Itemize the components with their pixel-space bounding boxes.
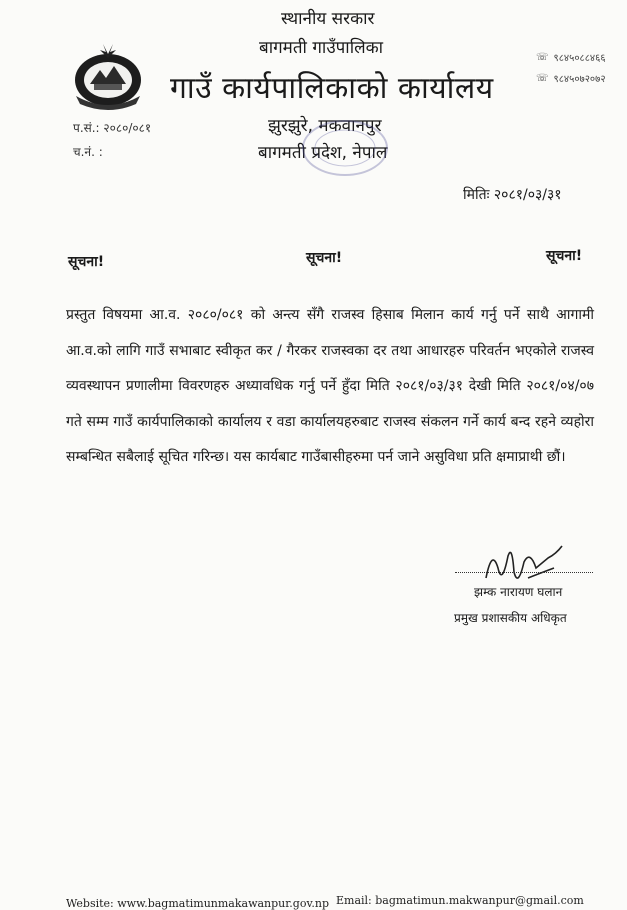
footer-email: Email: bagmatimun.makwanpur@gmail.com: [336, 894, 584, 907]
notice-heading-center: सूचना!: [306, 250, 343, 266]
office-stamp-icon: [300, 118, 390, 178]
letter-date: मितिः २०८१/०३/३१: [463, 187, 562, 203]
notice-heading-left: सूचना!: [68, 254, 105, 270]
office-province: बागमती प्रदेश, नेपाल: [258, 143, 388, 163]
header-line-local-government: स्थानीय सरकार: [281, 9, 375, 29]
phone-1: ☏ ९८४५०८८४६६: [536, 51, 606, 64]
office-location: झुरझुरे, मकवानपुर: [268, 116, 382, 136]
phone-icon: ☏: [536, 51, 549, 63]
signatory-title: प्रमुख प्रशासकीय अधिकृत: [454, 611, 567, 625]
reference-number: प.सं.: २०८०/०८१: [73, 121, 152, 135]
signature-line: [455, 572, 593, 573]
phone-2: ☏ ९८४५०७२०७२: [536, 72, 606, 85]
signatory-name: झम्क नारायण घलान: [474, 585, 563, 599]
header-line-municipality: बागमती गाउँपालिका: [259, 38, 384, 58]
nepal-emblem-icon: [70, 38, 146, 110]
dispatch-number: च.नं. :: [73, 145, 103, 159]
notice-body: प्रस्तुत विषयमा आ.व. २०८०/०८१ को अन्त्य सँगै राजस्व हिसाब मिलान कार्य गर्नु पर्ने साथै आगामी आ.व.को लागि गाउँ सभाबाट स्वीकृत कर / गैरकर राजस्वका दर तथा आधारहरु परिवर्तन भएकोले राजस्व व्यवस्थापन प्रणालीमा विवरणहरु अध्यावधिक गर्नु पर्ने हुँदा मिति २०८१/०३/३१ देखी मिति २०८१/०४/०७ गते सम्म गाउँ कार्यपालिकाको कार्यालय र वडा कार्यालयहरुबाट राजस्व संकलन गर्ने कार्य बन्द रहने व्यहोरा सम्बन्धित सबैलाई सूचित गरिन्छ। यस कार्यबाट गाउँबासीहरुमा पर्न जाने असुविधा प्रति क्षमाप्राथी छौं।: [66, 307, 594, 465]
footer-website: Website: www.bagmatimunmakawanpur.gov.np: [66, 897, 330, 910]
notice-heading-right: सूचना!: [546, 248, 583, 264]
office-title: गाउँ कार्यपालिकाको कार्यालय: [170, 71, 494, 106]
phone-icon: ☏: [536, 72, 549, 84]
